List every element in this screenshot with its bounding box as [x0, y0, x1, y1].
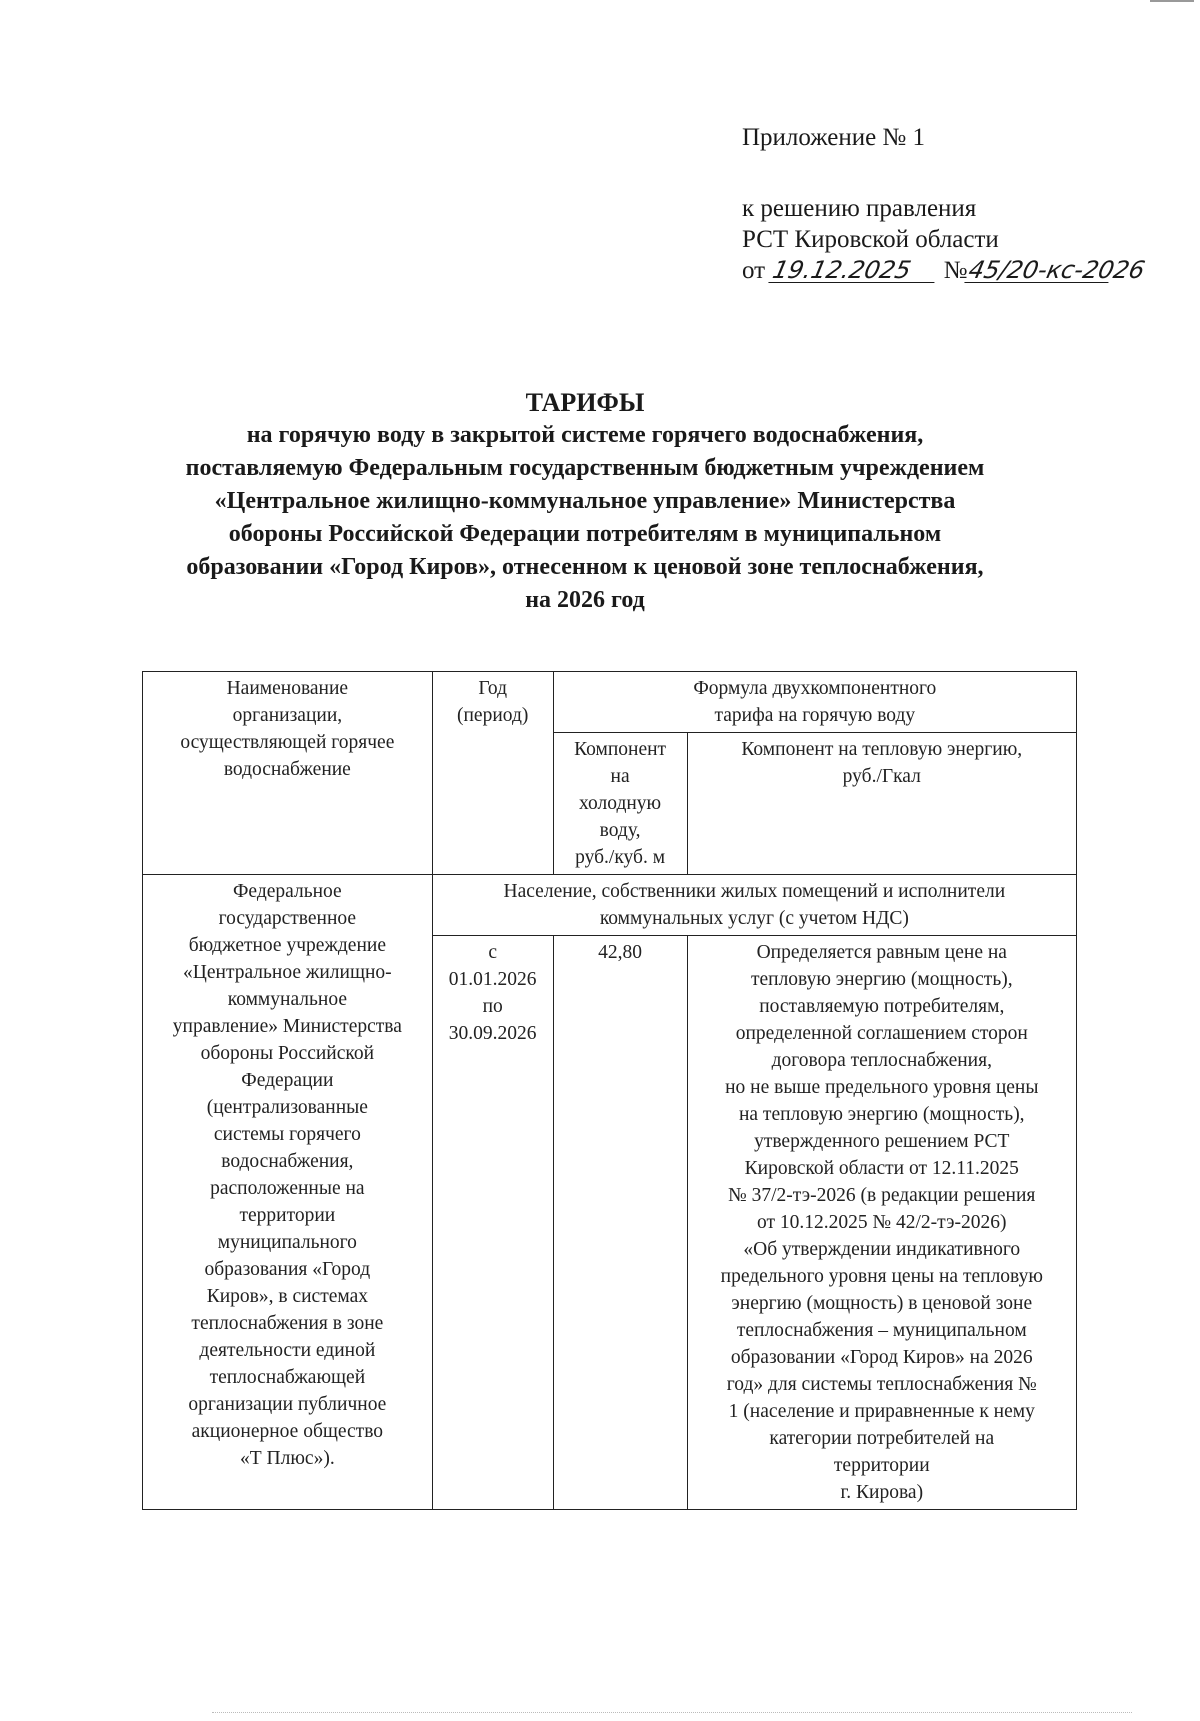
- organization-line: «Центральное жилищно-: [183, 962, 392, 983]
- appendix-authority: РСТ Кировской области: [742, 226, 999, 253]
- appendix-decision-label: к решению правления: [742, 195, 977, 222]
- heat-text-line: категории потребителей на: [769, 1428, 995, 1449]
- organization-line: коммунальное: [227, 989, 347, 1010]
- heat-text-line: от 10.12.2025 № 42/2-тэ-2026): [757, 1212, 1007, 1233]
- heat-text-line: энергию (мощность) в ценовой зоне: [731, 1293, 1033, 1314]
- heat-text-line: поставляемую потребителям,: [759, 996, 1005, 1017]
- heat-text-line: на тепловую энергию (мощность),: [738, 1104, 1025, 1125]
- organization-line: (централизованные: [206, 1097, 368, 1118]
- heat-text-line: территории: [833, 1455, 930, 1476]
- organization-line: водоснабжения,: [221, 1151, 354, 1172]
- heat-text-line: определенной соглашением сторон: [735, 1023, 1028, 1044]
- title-line: «Центральное жилищно-коммунальное управление» Министерства: [214, 488, 956, 514]
- organization-line: акционерное общество: [191, 1421, 384, 1442]
- organization-line: образования «Город: [204, 1259, 371, 1280]
- heat-text-line: год» для системы теплоснабжения №: [726, 1374, 1037, 1395]
- organization-line: государственное: [218, 908, 357, 929]
- organization-line: организации публичное: [188, 1394, 387, 1415]
- title-line: поставляемую Федеральным государственным бюджетным учреждением: [185, 455, 985, 481]
- heat-text-line: утвержденного решением РСТ: [754, 1131, 1010, 1152]
- period-cell: с 01.01.2026 по 30.09.2026: [432, 936, 553, 1510]
- header-formula: Формула двухкомпонентного тарифа на горячую воду: [553, 672, 1076, 733]
- organization-line: «Т Плюс»).: [240, 1448, 335, 1469]
- date-prefix: от: [742, 257, 766, 284]
- heat-text-line: теплоснабжения – муниципальном: [736, 1320, 1027, 1341]
- header-heat-component: Компонент на тепловую энергию, руб./Гкал: [687, 733, 1076, 875]
- title-line: образовании «Город Киров», отнесенном к ценовой зоне теплоснабжения,: [186, 554, 984, 580]
- heat-text-line: но не выше предельного уровня цены: [725, 1077, 1039, 1098]
- heat-text-line: № 37/2-тэ-2026 (в редакции решения: [728, 1185, 1036, 1206]
- organization-line: обороны Российской: [200, 1043, 375, 1064]
- organization-line: управление» Министерства: [172, 1016, 402, 1037]
- organization-line: теплоснабжающей: [209, 1367, 366, 1388]
- heat-text-line: Кировской области от 12.11.2025: [744, 1158, 1019, 1179]
- organization-line: бюджетное учреждение: [188, 935, 386, 956]
- scan-edge-mark: [1150, 0, 1194, 2]
- organization-line: муниципального: [217, 1232, 357, 1253]
- organization-line: расположенные на: [210, 1178, 365, 1199]
- header-organization: Наименование организации, осуществляющей горячее водоснабжение: [143, 672, 433, 875]
- title-line: обороны Российской Федерации потребителям в муниципальном: [228, 521, 942, 547]
- title-line: на горячую воду в закрытой системе горячего водоснабжения,: [246, 422, 924, 448]
- group-label: Население, собственники жилых помещений и исполнители коммунальных услуг (с учетом НДС): [432, 875, 1076, 936]
- header-period: Год (период): [432, 672, 553, 875]
- heat-text-line: г. Кирова): [840, 1482, 924, 1503]
- organization-line: теплоснабжения в зоне: [191, 1313, 384, 1334]
- tariff-table: [142, 671, 1077, 1510]
- heat-text-line: 1 (население и приравненные к нему: [728, 1401, 1035, 1422]
- heat-text-line: предельного уровня цены на тепловую: [720, 1266, 1043, 1287]
- title-line: на 2026 год: [525, 587, 645, 613]
- heat-text-line: «Об утверждении индикативного: [743, 1239, 1021, 1260]
- handwritten-date: 19.12.2025: [769, 258, 940, 283]
- appendix-number: Приложение № 1: [742, 124, 926, 151]
- appendix-date-line: [742, 255, 1148, 286]
- cold-water-value: 42,80: [553, 936, 687, 1510]
- organization-line: Федерации: [241, 1070, 334, 1091]
- header-cold-component: Компонент на холодную воду, руб./куб. м: [553, 733, 687, 875]
- group-row: [143, 875, 1077, 936]
- heat-text-line: договора теплоснабжения,: [771, 1050, 992, 1071]
- heat-component-cell: [687, 936, 1076, 1510]
- scan-edge-mark: [212, 1712, 1132, 1714]
- organization-cell: [143, 875, 433, 1510]
- number-prefix: №: [943, 257, 968, 284]
- organization-line: деятельности единой: [199, 1340, 376, 1361]
- handwritten-number: 45/20-кс-2026: [966, 256, 1148, 284]
- organization-line: системы горячего: [213, 1124, 361, 1145]
- heat-text-line: Определяется равным цене на: [756, 942, 1007, 963]
- heat-text-line: тепловую энергию (мощность),: [750, 969, 1013, 990]
- header-row: [143, 672, 1077, 733]
- organization-line: Федеральное: [233, 881, 342, 902]
- appendix-block: [742, 122, 1148, 286]
- organization-line: территории: [239, 1205, 336, 1226]
- title-main: ТАРИФЫ: [525, 388, 645, 417]
- organization-line: Киров», в системах: [206, 1286, 368, 1307]
- heat-text-line: образовании «Город Киров» на 2026: [730, 1347, 1033, 1368]
- document-title: [130, 386, 1040, 617]
